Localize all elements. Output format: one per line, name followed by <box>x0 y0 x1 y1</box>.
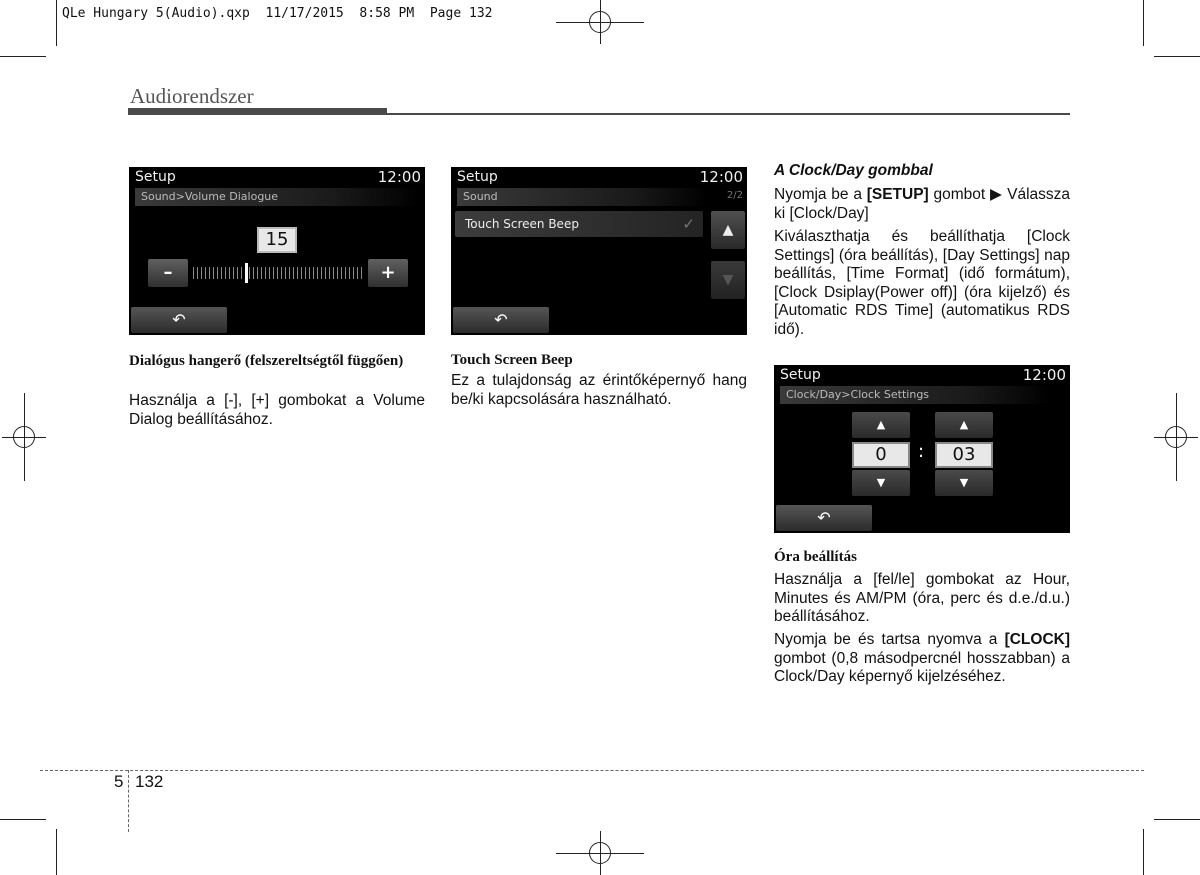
screen-title: Setup <box>780 367 821 383</box>
chapter-number: 5 <box>114 772 124 791</box>
minute-value: 03 <box>935 442 993 468</box>
crop-mark <box>1143 0 1144 46</box>
screen-clock: 12:00 <box>377 168 421 186</box>
minute-down-button[interactable] <box>935 470 993 496</box>
arrow-up-icon: ▲ <box>722 222 734 238</box>
setup-text-post: gombot ▶ Válassza ki [Clock/Day] <box>774 186 1070 222</box>
arrow-down-icon: ▼ <box>959 476 969 489</box>
clock-settings-screen <box>774 365 1070 533</box>
crop-mark <box>0 56 46 57</box>
setup-key: [SETUP] <box>866 186 929 203</box>
list-item-label: Touch Screen Beep <box>465 217 579 231</box>
volume-dialog-caption: Dialógus hangerő (felszereltségtől függően) <box>129 353 404 369</box>
registration-mark <box>556 853 644 854</box>
clock-settings-body: Használja a [fel/le] gombokat az Hour, Minutes és AM/PM (óra, perc és d.e./d.u.) beállításához. <box>774 571 1070 625</box>
back-button[interactable] <box>776 505 872 531</box>
screen-clock: 12:00 <box>699 168 743 186</box>
touch-beep-caption: Touch Screen Beep <box>451 352 573 368</box>
volume-slider-knob[interactable] <box>245 263 248 283</box>
print-slug: QLe Hungary 5(Audio).qxp 11/17/2015 8:58 PM Page 132 <box>62 6 493 21</box>
hour-down-button[interactable] <box>852 470 910 496</box>
arrow-down-icon: ▼ <box>722 272 734 288</box>
clock-text-pre: Nyomja be és tartsa nyomva a <box>774 631 1005 648</box>
clock-day-options: Kiválaszthatja és beállíthatja [Clock Settings] (óra beállítás), [Day Settings] nap beállítás, [Time Format] (idő formátum), [Clock Dsiplay(Power off)] (óra kijelző) és [Automatic RDS Time] (automatikus RDS idő). <box>774 228 1070 338</box>
clock-day-heading: A Clock/Day gombbal <box>774 162 933 179</box>
clock-settings-caption: Óra beállítás <box>774 549 857 565</box>
time-separator: : <box>918 441 925 462</box>
touch-beep-body: Ez a tulajdonság az érintőképernyő hang be/ki kapcsolására használható. <box>451 372 747 408</box>
arrow-down-icon: ▼ <box>876 476 886 489</box>
breadcrumb: Clock/Day>Clock Settings <box>780 386 1050 404</box>
checkmark-icon[interactable]: ✓ <box>682 215 695 233</box>
registration-mark <box>2 437 46 438</box>
arrow-up-icon: ▲ <box>876 418 886 431</box>
crop-mark <box>1154 56 1200 57</box>
volume-plus-button[interactable]: + <box>368 259 408 287</box>
volume-minus-button[interactable]: – <box>148 259 188 287</box>
back-icon: ↶ <box>817 508 831 527</box>
touch-screen-beep-item[interactable] <box>455 211 703 237</box>
crop-mark <box>0 819 46 820</box>
volume-slider-track[interactable] <box>193 267 365 279</box>
scroll-down-button[interactable] <box>711 261 745 299</box>
hour-value: 0 <box>852 442 910 468</box>
scroll-up-button[interactable] <box>711 211 745 249</box>
footer-divider <box>128 770 129 832</box>
screen-title: Setup <box>457 169 498 185</box>
page-indicator: 2/2 <box>726 190 743 201</box>
section-title: Audiorendszer <box>130 84 254 108</box>
back-button[interactable] <box>131 307 227 333</box>
page-number: 132 <box>135 772 164 791</box>
screen-title: Setup <box>135 169 176 185</box>
footer-rule <box>40 770 1144 771</box>
minute-up-button[interactable] <box>935 412 993 438</box>
breadcrumb: Sound>Volume Dialogue <box>135 188 419 206</box>
header-rule-thick <box>128 108 387 115</box>
hour-up-button[interactable] <box>852 412 910 438</box>
setup-instruction <box>774 186 1070 223</box>
arrow-up-icon: ▲ <box>959 418 969 431</box>
volume-dialogue-screen <box>129 167 425 335</box>
registration-mark <box>1154 437 1198 438</box>
crop-mark <box>56 0 57 46</box>
crop-mark <box>1154 819 1200 820</box>
registration-mark <box>556 22 644 23</box>
screen-clock: 12:00 <box>1022 366 1066 384</box>
clock-key: [CLOCK] <box>1004 631 1070 648</box>
back-icon: ↶ <box>172 310 186 329</box>
header-rule-thin <box>387 113 1070 115</box>
crop-mark <box>56 829 57 875</box>
volume-value: 15 <box>257 227 297 253</box>
clock-text-post: gombot (0,8 másodpercnél hosszabban) a Clock/Day képernyő kijelzéséhez. <box>774 649 1070 685</box>
breadcrumb: Sound <box>457 188 707 206</box>
crop-mark <box>1143 829 1144 875</box>
setup-text-pre: Nyomja be a <box>774 186 867 203</box>
sound-settings-screen <box>451 167 747 335</box>
back-icon: ↶ <box>494 310 508 329</box>
back-button[interactable] <box>453 307 549 333</box>
volume-dialog-body: Használja a [-], [+] gombokat a Volume Dialog beállításához. <box>129 392 425 428</box>
clock-hold-instruction <box>774 631 1070 687</box>
